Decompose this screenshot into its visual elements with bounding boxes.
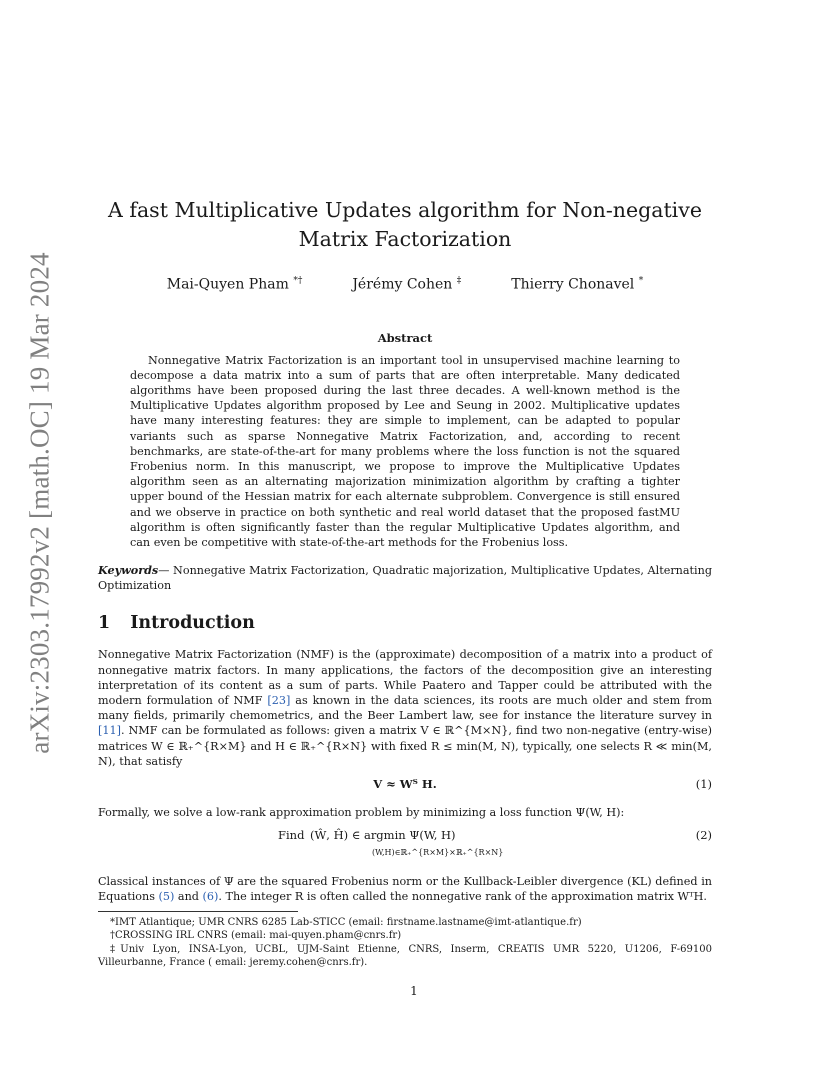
equation-number: (1) xyxy=(695,776,712,791)
keywords xyxy=(98,563,712,593)
citation-link[interactable]: [23] xyxy=(267,693,291,707)
footnote-rule xyxy=(98,911,298,912)
paper-title: A fast Multiplicative Updates algorithm for Non-negative Matrix Factorization xyxy=(108,198,702,251)
keywords-text: — Nonnegative Matrix Factorization, Quadratic majorization, Multiplicative Updates, Alternating Optimization xyxy=(98,564,712,593)
intro-paragraph-3: Classical instances of Ψ are the squared Frobenius norm or the Kullback-Leibler divergence (KL) defined in Equations (5) and (6). The integer R is often called the nonnegative rank of the approximation matrix WᵀH. xyxy=(98,875,712,904)
paper-page xyxy=(98,196,712,970)
citation-link[interactable]: [11] xyxy=(98,724,121,738)
footnote: †CROSSING IRL CNRS (email: mai-quyen.pham@cnrs.fr) xyxy=(110,930,402,942)
section-title: Introduction xyxy=(130,613,255,634)
equation-1 xyxy=(98,775,712,797)
author: Mai-Quyen Pham *† xyxy=(166,276,303,293)
equation-body: V ≈ Wᵀ H. xyxy=(373,776,437,791)
abstract-heading: Abstract xyxy=(377,330,433,345)
footnote: ‡Univ Lyon, INSA-Lyon, UCBL, UJM-Saint Etienne, CNRS, Inserm, CREATIS UMR 5220, U1206, F-69100 Villeurbanne, France ( email: jeremy.cohen@cnrs.fr). xyxy=(98,943,712,969)
author: Jérémy Cohen ‡ xyxy=(352,276,462,293)
section-heading xyxy=(98,613,712,633)
keywords-label: Keywords xyxy=(98,563,159,578)
footnote: *IMT Atlantique; UMR CNRS 6285 Lab-STICC (email: firstname.lastname@imt-atlantique.fr) xyxy=(110,916,582,928)
equation-link[interactable]: (5) xyxy=(158,890,175,904)
section-number: 1 xyxy=(98,613,111,634)
arxiv-id: arXiv:2303.17992v2 [math.OC] 19 Mar 2024 xyxy=(24,252,55,754)
intro-paragraph-2: Formally, we solve a low-rank approximation problem by minimizing a loss function Ψ(W, H): xyxy=(98,805,625,819)
equation-body: (Ŵ, Ĥ) ∈ argmin Ψ(W, H) xyxy=(310,828,456,843)
equation-link[interactable]: (6) xyxy=(202,890,219,904)
author: Thierry Chonavel * xyxy=(511,276,644,293)
page-number: 1 xyxy=(410,984,418,998)
arxiv-stamp xyxy=(22,252,58,754)
author-list xyxy=(98,276,712,293)
equation-find: Find xyxy=(278,828,305,843)
intro-paragraph-1: Nonnegative Matrix Factorization (NMF) is the (approximate) decomposition of a matrix into a product of nonnegative matrix factors. In many applications, the factors of the decomposition give an interesting interpretation of its content as a sum of parts. While Paatero and Tapper could be attributed with the modern formulation of NMF [23] as known in the data sciences, its roots are much older and stem from many fields, primarily chemometrics, and the Beer Lambert law, see for instance the literature survey in [11]. NMF can be formulated as follows: given a matrix V ∈ ℝ^{M×N}, find two non-negative (entry-wise) matrices W ∈ ℝ₊^{R×M} and H ∈ ℝ₊^{R×N} with fixed R ≤ min(M, N), typically, one selects R ≪ min(M, N), that satisfy xyxy=(98,648,713,768)
equation-2 xyxy=(98,826,712,864)
abstract-text: Nonnegative Matrix Factorization is an important tool in unsupervised machine learning to decompose a data matrix into a sum of parts that are often interpretable. Many dedicated algorithms have been proposed during the last three decades. A well-known method is the Multiplicative Updates algorithm proposed by Lee and Seung in 2002. Multiplicative updates have many interesting features: they are simple to implement, can be adapted to popular variants such as sparse Nonnegative Matrix Factorization, and, according to recent benchmarks, are state-of-the-art for many problems where the loss function is not the squared Frobenius norm. In this manuscript, we propose to improve the Multiplicative Updates algorithm seen as an alternating majorization minimization algorithm by crafting a tighter upper bound of the Hessian matrix for each alternate subproblem. Convergence is still ensured and we observe in practice on both synthetic and real world dataset that the proposed fastMU algorithm is often significantly faster than the regular Multiplicative Updates algorithm, and can even be competitive with state-of-the-art methods for the Frobenius loss. xyxy=(130,353,680,550)
equation-number: (2) xyxy=(695,828,712,843)
equation-subscript: (W,H)∈ℝ₊^{R×M}×ℝ₊^{R×N} xyxy=(372,848,504,858)
footnotes xyxy=(98,916,712,970)
